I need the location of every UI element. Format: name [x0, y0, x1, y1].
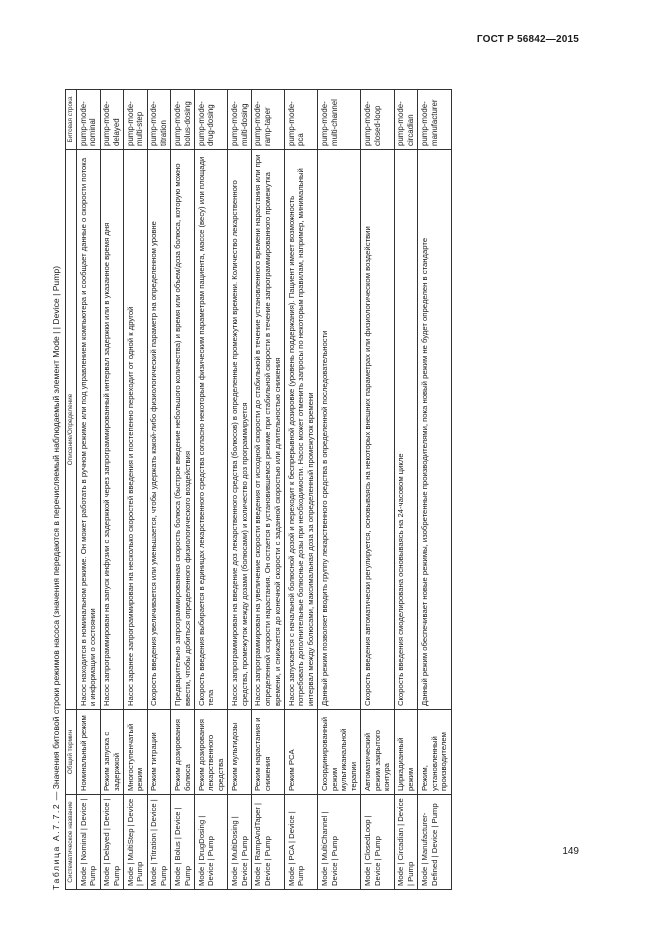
description-cell: Скорость введения автоматически регулируется, основываясь на некоторых внешних параметрах или физиологическом воздействии: [361, 150, 394, 710]
bit-string-cell: pump-mode-multi-channel: [318, 90, 361, 150]
systematic-name-cell: Mode | Titration | Device | Pump: [147, 795, 171, 890]
description-cell: Насос запрограммирован на запуск инфузии с задержкой через запрограммированный интервал задержки или в указанное время дня: [100, 150, 124, 710]
pump-modes-table: [65, 89, 452, 890]
bit-string-cell: pump-mode-bolus-dosing: [171, 90, 195, 150]
bit-string-cell: pump-mode-multi-dosing: [228, 90, 252, 150]
systematic-name-cell: Mode | MultiDosing | Device | Pump: [228, 795, 252, 890]
table-caption: [48, 90, 64, 890]
description-cell: Насос запускается с начальной болюсной дозой и переходит к беспрерывной дозировке (уровень поддержания). Пациент имеет возможность потребовать дополнительные болюсные дозы при необходимости. Насос может отменить запросы по некоторым правилам, например, минимальный интервал между болюсами, максимальная доза за определенный промежуток времени: [285, 150, 318, 710]
common-term-cell: Циркадианный режим: [394, 710, 418, 795]
systematic-name-cell: Mode | MultiStep | Device | Pump: [124, 795, 148, 890]
description-cell: Данный режим позволяет вводить группу лекарственного средства в определенной последовательности: [318, 150, 361, 710]
bit-string-cell: pump-mode-manufacturer: [418, 90, 451, 150]
systematic-name-cell: Mode | Delayed | Device | Pump: [100, 795, 124, 890]
bit-string-cell: pump-mode-delayed: [100, 90, 124, 150]
bit-string-cell: pump-mode-closed-loop: [361, 90, 394, 150]
systematic-name-cell: Mode | Bolus | Device | Pump: [171, 795, 195, 890]
bit-string-cell: pump-mode-circadian: [394, 90, 418, 150]
common-term-cell: Режим нарастания и снижения: [251, 710, 284, 795]
caption-label: Таблица А.7.7.2: [51, 802, 61, 890]
bit-string-cell: pump-mode-multi-step: [124, 90, 148, 150]
caption-text: — Значения битовой строки режимов насоса (значения передаются в перечисляемый наблюдаемый элемент Mode | | Device | Pump): [51, 265, 61, 803]
systematic-name-cell: Mode | Manufacturer-Defined | Device | Pump: [418, 795, 451, 890]
common-term-cell: Режим титрации: [147, 710, 171, 795]
description-cell: Насос заранее запрограммирован на несколько скоростей введения и постепенно переходит от одной к другой: [124, 150, 148, 710]
table-row: [285, 90, 318, 890]
table-row: [361, 90, 394, 890]
common-term-cell: Режим дозирования болюса: [171, 710, 195, 795]
common-term-cell: Режим, установленный производителем: [418, 710, 451, 795]
common-term-cell: Режим PCA: [285, 710, 318, 795]
common-term-cell: Скоординированный режим мультиканальной терапии: [318, 710, 361, 795]
page-number: 149: [562, 846, 579, 857]
description-cell: Насос запрограммирован на увеличение скорости введения от исходной скорости до стабильной в течение установленного времени нарастания или при определенной скорости нарастания. Он остается в установившемся режиме при стабильной скорости в течение запрограммированного промежутка времени, и снижается до конечной скорости с заданной скоростью или длительностью снижения: [251, 150, 284, 710]
rotated-table-block: [48, 90, 568, 890]
description-cell: Скорость введения увеличивается или уменьшается, чтобы удержать какой-либо физиологический параметр на определенном уровне: [147, 150, 171, 710]
table-row: [171, 90, 195, 890]
description-cell: Насос запрограммирован на введение доз лекарственного средства (болюсов) в определенные промежутки времени. Количество лекарственного средства, промежуток между дозами (болюсами) и количество доз программируется: [228, 150, 252, 710]
systematic-name-cell: Mode | DrugDosing | Device | Pump: [194, 795, 227, 890]
column-header: Общий термин: [66, 710, 77, 795]
common-term-cell: Автоматический режим закрытого контура: [361, 710, 394, 795]
table-header-row: [66, 90, 77, 890]
description-cell: Насос находится в номинальном режиме. Он может работать в ручном режиме или под управлением компьютера и сообщает данные о скорости потока и информации о состоянии: [77, 150, 101, 710]
table-row: [228, 90, 252, 890]
common-term-cell: Режим дозирования лекарственного средства: [194, 710, 227, 795]
table-row: [418, 90, 451, 890]
common-term-cell: Режим мультидозы: [228, 710, 252, 795]
bit-string-cell: pump-mode-pca: [285, 90, 318, 150]
table-row: [318, 90, 361, 890]
description-cell: Предварительно запрограммированная скорость болюса (быстрое введение небольшого количества) и время или объем/доза болюса, которую можно ввести, чтобы добиться определенного физиологического воздействия: [171, 150, 195, 710]
common-term-cell: Номинальный режим: [77, 710, 101, 795]
systematic-name-cell: Mode | PCA | Device | Pump: [285, 795, 318, 890]
table-row: [77, 90, 101, 890]
description-cell: Скорость введения смоделирована основываясь на 24-часовом цикле: [394, 150, 418, 710]
standard-header: ГОСТ Р 56842—2015: [476, 34, 579, 45]
table-row: [194, 90, 227, 890]
systematic-name-cell: Mode | Circadian | Device | Pump: [394, 795, 418, 890]
bit-string-cell: pump-mode-titration: [147, 90, 171, 150]
systematic-name-cell: Mode | MultiChannel | Device | Pump: [318, 795, 361, 890]
common-term-cell: Режим запуска с задержкой: [100, 710, 124, 795]
table-row: [147, 90, 171, 890]
column-header: Описание/Определение: [66, 150, 77, 710]
table-row: [124, 90, 148, 890]
systematic-name-cell: Mode | ClosedLoop | Device | Pump: [361, 795, 394, 890]
bit-string-cell: pump-mode-drug-dosing: [194, 90, 227, 150]
table-row: [251, 90, 284, 890]
description-cell: Скорость введения выбирается в единицах лекарственного средства согласно некоторым физическим параметрам пациента, массе (весу) или площади тела: [194, 150, 227, 710]
column-header: Систематическое название: [66, 795, 77, 890]
common-term-cell: Многоступенчатый режим: [124, 710, 148, 795]
bit-string-cell: pump-mode-ramp-taper: [251, 90, 284, 150]
systematic-name-cell: Mode | RampAndTaper | Device | Pump: [251, 795, 284, 890]
table-row: [394, 90, 418, 890]
description-cell: Данный режим обеспечивает новые режимы, изобретенные производителями, пока новый режим не будет определен в стандарте: [418, 150, 451, 710]
column-header: Битовая строка: [66, 90, 77, 150]
bit-string-cell: pump-mode-nominal: [77, 90, 101, 150]
systematic-name-cell: Mode | Nominal | Device | Pump: [77, 795, 101, 890]
table-row: [100, 90, 124, 890]
